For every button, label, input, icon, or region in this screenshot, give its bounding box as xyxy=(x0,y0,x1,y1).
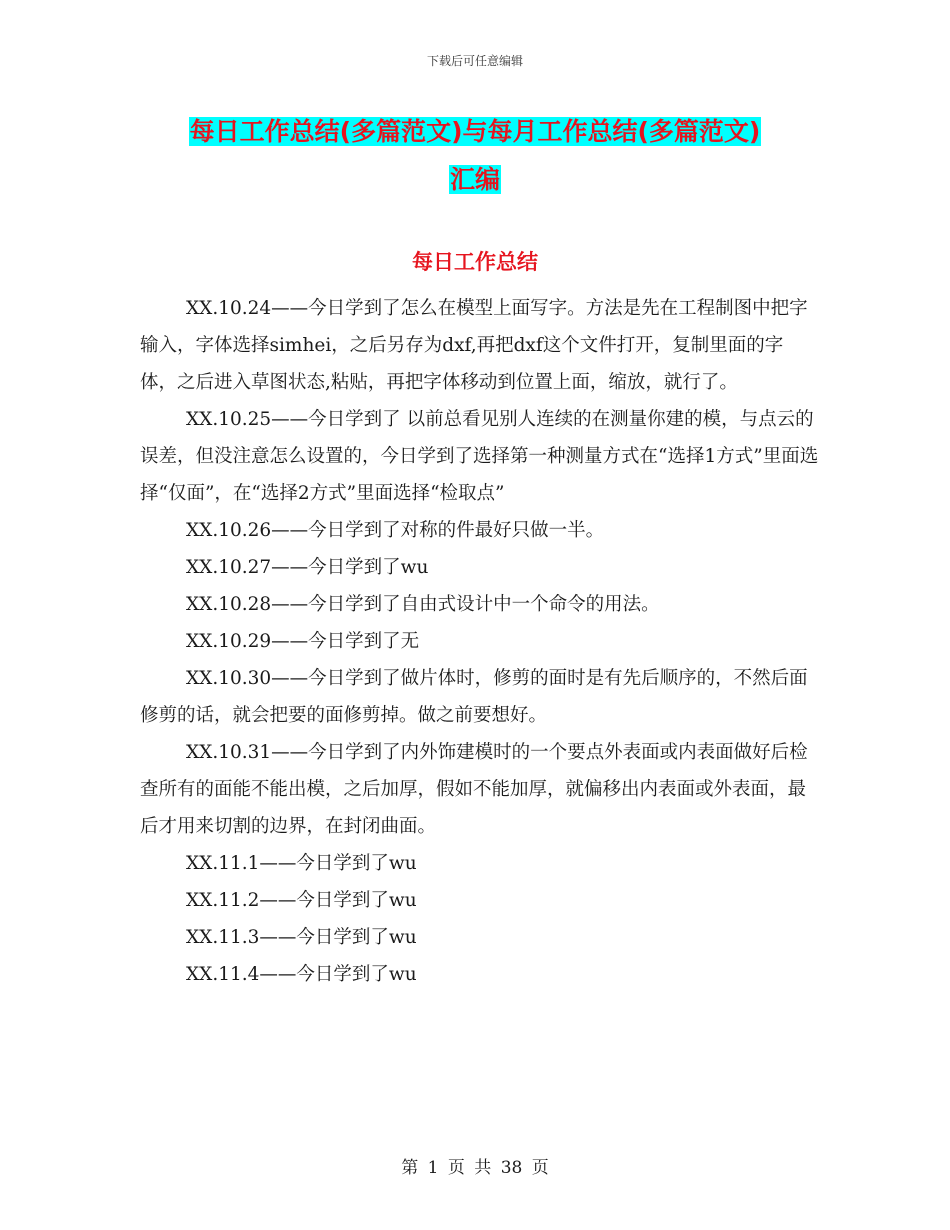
paragraph: XX.10.26——今日学到了对称的件最好只做一半。 xyxy=(186,520,605,541)
paragraph: XX.10.31——今日学到了内外饰建模时的一个要点外表面或内表面做好后检查所有的面能不能出模，之后加厚，假如不能加厚，就偏移出内表面或外表面，最后才用来切割的边界，在封闭曲面。 xyxy=(140,742,808,837)
paragraph: XX.11.2——今日学到了wu xyxy=(186,890,417,911)
paragraph: XX.11.1——今日学到了wu xyxy=(186,853,417,874)
paragraph: XX.10.25——今日学到了 以前总看见别人连续的在测量你建的模，与点云的误差，但没注意怎么设置的，今日学到了选择第一种测量方式在“选择1方式”里面选择“仅面”，在“选择2方式”里面选择“检取点” xyxy=(140,409,819,504)
section-title: 每日工作总结 xyxy=(412,250,538,274)
page-number-footer: 第 1 页 共 38 页 xyxy=(401,1158,549,1178)
paragraph: XX.11.4——今日学到了wu xyxy=(186,964,417,985)
paragraph: XX.10.30——今日学到了做片体时，修剪的面时是有先后顺序的，不然后面修剪的话，就会把要的面修剪掉。做之前要想好。 xyxy=(140,668,808,726)
title-line-1: 每日工作总结(多篇范文)与每月工作总结(多篇范文) xyxy=(189,117,761,146)
paragraph: XX.10.28——今日学到了自由式设计中一个命令的用法。 xyxy=(186,594,660,615)
document-title xyxy=(0,108,950,204)
header-note: 下载后可任意编辑 xyxy=(426,54,523,68)
paragraph: XX.10.24——今日学到了怎么在模型上面写字。方法是先在工程制图中把字输入，字体选择simhei，之后另存为dxf,再把dxf这个文件打开，复制里面的字体，之后进入草图状态,粘贴，再把字体移动到位置上面，缩放，就行了。 xyxy=(140,298,808,393)
title-line-2: 汇编 xyxy=(449,165,500,194)
paragraph: XX.11.3——今日学到了wu xyxy=(186,927,417,948)
paragraph: XX.10.29——今日学到了无 xyxy=(186,631,420,652)
body-text xyxy=(140,290,820,993)
paragraph: XX.10.27——今日学到了wu xyxy=(186,557,429,578)
